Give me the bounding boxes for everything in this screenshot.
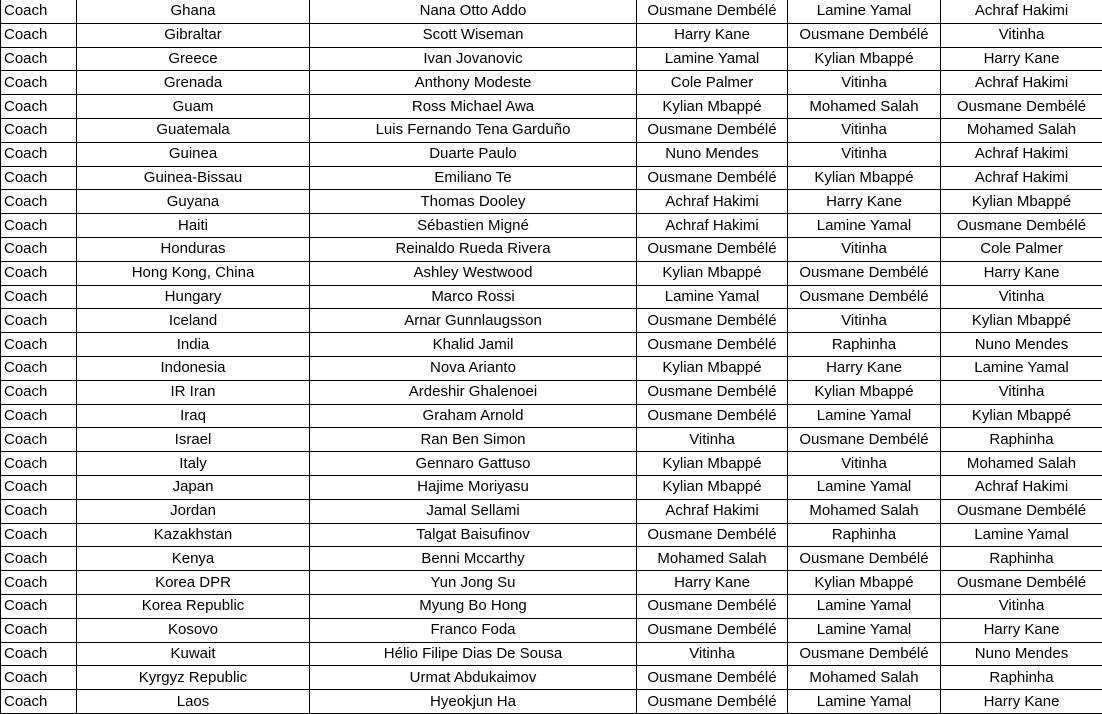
- first-choice-cell: Nuno Mendes: [637, 142, 788, 166]
- third-choice-cell: Raphinha: [941, 428, 1102, 452]
- table-row: [1, 571, 1102, 595]
- third-choice-cell: Ousmane Dembélé: [941, 214, 1102, 238]
- country-cell: Indonesia: [77, 356, 310, 380]
- table-row: [1, 642, 1102, 666]
- coach-name-cell: Urmat Abdukaimov: [310, 666, 637, 690]
- third-choice-cell: Achraf Hakimi: [941, 142, 1102, 166]
- third-choice-cell: Ousmane Dembélé: [941, 499, 1102, 523]
- second-choice-cell: Harry Kane: [788, 190, 941, 214]
- country-cell: Guam: [77, 95, 310, 119]
- table-row: [1, 214, 1102, 238]
- country-cell: Haiti: [77, 214, 310, 238]
- coach-name-cell: Graham Arnold: [310, 404, 637, 428]
- role-cell: Coach: [1, 23, 77, 47]
- third-choice-cell: Harry Kane: [941, 690, 1102, 714]
- table-row: [1, 523, 1102, 547]
- country-cell: Iceland: [77, 309, 310, 333]
- coach-name-cell: Benni Mccarthy: [310, 547, 637, 571]
- first-choice-cell: Kylian Mbappé: [637, 95, 788, 119]
- second-choice-cell: Kylian Mbappé: [788, 47, 941, 71]
- first-choice-cell: Ousmane Dembélé: [637, 380, 788, 404]
- role-cell: Coach: [1, 380, 77, 404]
- third-choice-cell: Achraf Hakimi: [941, 71, 1102, 95]
- country-cell: Laos: [77, 690, 310, 714]
- first-choice-cell: Kylian Mbappé: [637, 452, 788, 476]
- coach-name-cell: Hajime Moriyasu: [310, 475, 637, 499]
- role-cell: Coach: [1, 523, 77, 547]
- table-row: [1, 356, 1102, 380]
- second-choice-cell: Lamine Yamal: [788, 690, 941, 714]
- table-row: [1, 166, 1102, 190]
- third-choice-cell: Vitinha: [941, 23, 1102, 47]
- country-cell: Honduras: [77, 237, 310, 261]
- country-cell: Kyrgyz Republic: [77, 666, 310, 690]
- third-choice-cell: Vitinha: [941, 285, 1102, 309]
- coach-name-cell: Hélio Filipe Dias De Sousa: [310, 642, 637, 666]
- second-choice-cell: Lamine Yamal: [788, 594, 941, 618]
- role-cell: Coach: [1, 642, 77, 666]
- second-choice-cell: Mohamed Salah: [788, 666, 941, 690]
- third-choice-cell: Harry Kane: [941, 261, 1102, 285]
- role-cell: Coach: [1, 428, 77, 452]
- country-cell: Guatemala: [77, 118, 310, 142]
- table-row: [1, 547, 1102, 571]
- country-cell: IR Iran: [77, 380, 310, 404]
- coach-name-cell: Franco Foda: [310, 618, 637, 642]
- table-row: [1, 333, 1102, 357]
- second-choice-cell: Vitinha: [788, 237, 941, 261]
- role-cell: Coach: [1, 475, 77, 499]
- third-choice-cell: Harry Kane: [941, 47, 1102, 71]
- second-choice-cell: Ousmane Dembélé: [788, 23, 941, 47]
- coach-name-cell: Emiliano Te: [310, 166, 637, 190]
- coach-name-cell: Scott Wiseman: [310, 23, 637, 47]
- role-cell: Coach: [1, 547, 77, 571]
- role-cell: Coach: [1, 356, 77, 380]
- third-choice-cell: Raphinha: [941, 666, 1102, 690]
- first-choice-cell: Ousmane Dembélé: [637, 618, 788, 642]
- table-row: [1, 71, 1102, 95]
- second-choice-cell: Kylian Mbappé: [788, 380, 941, 404]
- table-row: [1, 690, 1102, 714]
- third-choice-cell: Kylian Mbappé: [941, 190, 1102, 214]
- table-row: [1, 404, 1102, 428]
- coach-name-cell: Nova Arianto: [310, 356, 637, 380]
- coach-name-cell: Hyeokjun Ha: [310, 690, 637, 714]
- role-cell: Coach: [1, 666, 77, 690]
- coach-name-cell: Arnar Gunnlaugsson: [310, 309, 637, 333]
- role-cell: Coach: [1, 166, 77, 190]
- third-choice-cell: Cole Palmer: [941, 237, 1102, 261]
- first-choice-cell: Mohamed Salah: [637, 547, 788, 571]
- first-choice-cell: Ousmane Dembélé: [637, 523, 788, 547]
- first-choice-cell: Achraf Hakimi: [637, 190, 788, 214]
- country-cell: Italy: [77, 452, 310, 476]
- first-choice-cell: Ousmane Dembélé: [637, 237, 788, 261]
- third-choice-cell: Achraf Hakimi: [941, 166, 1102, 190]
- coach-name-cell: Sébastien Migné: [310, 214, 637, 238]
- table-row: [1, 23, 1102, 47]
- table-row: [1, 380, 1102, 404]
- country-cell: Kazakhstan: [77, 523, 310, 547]
- second-choice-cell: Vitinha: [788, 118, 941, 142]
- second-choice-cell: Kylian Mbappé: [788, 571, 941, 595]
- role-cell: Coach: [1, 618, 77, 642]
- coach-name-cell: Yun Jong Su: [310, 571, 637, 595]
- country-cell: Iraq: [77, 404, 310, 428]
- coach-name-cell: Talgat Baisufinov: [310, 523, 637, 547]
- first-choice-cell: Kylian Mbappé: [637, 356, 788, 380]
- second-choice-cell: Kylian Mbappé: [788, 166, 941, 190]
- second-choice-cell: Harry Kane: [788, 356, 941, 380]
- second-choice-cell: Mohamed Salah: [788, 95, 941, 119]
- third-choice-cell: Vitinha: [941, 594, 1102, 618]
- country-cell: Ghana: [77, 0, 310, 23]
- first-choice-cell: Ousmane Dembélé: [637, 166, 788, 190]
- table-row: [1, 666, 1102, 690]
- third-choice-cell: Kylian Mbappé: [941, 404, 1102, 428]
- first-choice-cell: Ousmane Dembélé: [637, 690, 788, 714]
- coach-name-cell: Duarte Paulo: [310, 142, 637, 166]
- second-choice-cell: Ousmane Dembélé: [788, 285, 941, 309]
- coach-name-cell: Thomas Dooley: [310, 190, 637, 214]
- second-choice-cell: Ousmane Dembélé: [788, 547, 941, 571]
- country-cell: Israel: [77, 428, 310, 452]
- second-choice-cell: Lamine Yamal: [788, 404, 941, 428]
- country-cell: Greece: [77, 47, 310, 71]
- second-choice-cell: Lamine Yamal: [788, 618, 941, 642]
- third-choice-cell: Ousmane Dembélé: [941, 95, 1102, 119]
- third-choice-cell: Ousmane Dembélé: [941, 571, 1102, 595]
- country-cell: Gibraltar: [77, 23, 310, 47]
- country-cell: Kenya: [77, 547, 310, 571]
- first-choice-cell: Ousmane Dembélé: [637, 0, 788, 23]
- country-cell: Kosovo: [77, 618, 310, 642]
- table-row: [1, 475, 1102, 499]
- coach-name-cell: Anthony Modeste: [310, 71, 637, 95]
- third-choice-cell: Harry Kane: [941, 618, 1102, 642]
- coach-name-cell: Ross Michael Awa: [310, 95, 637, 119]
- third-choice-cell: Kylian Mbappé: [941, 309, 1102, 333]
- first-choice-cell: Achraf Hakimi: [637, 214, 788, 238]
- role-cell: Coach: [1, 452, 77, 476]
- table-row: [1, 618, 1102, 642]
- second-choice-cell: Raphinha: [788, 333, 941, 357]
- second-choice-cell: Lamine Yamal: [788, 475, 941, 499]
- third-choice-cell: Raphinha: [941, 547, 1102, 571]
- third-choice-cell: Lamine Yamal: [941, 356, 1102, 380]
- third-choice-cell: Mohamed Salah: [941, 452, 1102, 476]
- table-row: [1, 261, 1102, 285]
- coach-name-cell: Nana Otto Addo: [310, 0, 637, 23]
- coach-name-cell: Ran Ben Simon: [310, 428, 637, 452]
- first-choice-cell: Cole Palmer: [637, 71, 788, 95]
- country-cell: Japan: [77, 475, 310, 499]
- second-choice-cell: Vitinha: [788, 309, 941, 333]
- table-body: [1, 0, 1102, 713]
- coach-name-cell: Ardeshir Ghalenoei: [310, 380, 637, 404]
- first-choice-cell: Vitinha: [637, 642, 788, 666]
- role-cell: Coach: [1, 690, 77, 714]
- role-cell: Coach: [1, 214, 77, 238]
- country-cell: Hong Kong, China: [77, 261, 310, 285]
- first-choice-cell: Ousmane Dembélé: [637, 404, 788, 428]
- first-choice-cell: Ousmane Dembélé: [637, 594, 788, 618]
- table-row: [1, 95, 1102, 119]
- first-choice-cell: Kylian Mbappé: [637, 475, 788, 499]
- second-choice-cell: Ousmane Dembélé: [788, 261, 941, 285]
- role-cell: Coach: [1, 118, 77, 142]
- third-choice-cell: Mohamed Salah: [941, 118, 1102, 142]
- table-row: [1, 118, 1102, 142]
- first-choice-cell: Ousmane Dembélé: [637, 309, 788, 333]
- role-cell: Coach: [1, 142, 77, 166]
- table-row: [1, 47, 1102, 71]
- role-cell: Coach: [1, 333, 77, 357]
- table-row: [1, 237, 1102, 261]
- coach-name-cell: Marco Rossi: [310, 285, 637, 309]
- first-choice-cell: Achraf Hakimi: [637, 499, 788, 523]
- table-row: [1, 285, 1102, 309]
- role-cell: Coach: [1, 190, 77, 214]
- first-choice-cell: Lamine Yamal: [637, 285, 788, 309]
- second-choice-cell: Ousmane Dembélé: [788, 428, 941, 452]
- role-cell: Coach: [1, 499, 77, 523]
- second-choice-cell: Vitinha: [788, 71, 941, 95]
- role-cell: Coach: [1, 95, 77, 119]
- second-choice-cell: Lamine Yamal: [788, 214, 941, 238]
- second-choice-cell: Lamine Yamal: [788, 0, 941, 23]
- second-choice-cell: Mohamed Salah: [788, 499, 941, 523]
- table-row: [1, 0, 1102, 23]
- coach-name-cell: Myung Bo Hong: [310, 594, 637, 618]
- third-choice-cell: Lamine Yamal: [941, 523, 1102, 547]
- table-row: [1, 499, 1102, 523]
- first-choice-cell: Lamine Yamal: [637, 47, 788, 71]
- coach-name-cell: Khalid Jamil: [310, 333, 637, 357]
- role-cell: Coach: [1, 594, 77, 618]
- role-cell: Coach: [1, 237, 77, 261]
- coach-name-cell: Jamal Sellami: [310, 499, 637, 523]
- coach-name-cell: Luis Fernando Tena Garduño: [310, 118, 637, 142]
- role-cell: Coach: [1, 404, 77, 428]
- second-choice-cell: Vitinha: [788, 142, 941, 166]
- country-cell: Korea DPR: [77, 571, 310, 595]
- table-row: [1, 309, 1102, 333]
- third-choice-cell: Nuno Mendes: [941, 333, 1102, 357]
- first-choice-cell: Kylian Mbappé: [637, 261, 788, 285]
- role-cell: Coach: [1, 285, 77, 309]
- role-cell: Coach: [1, 571, 77, 595]
- third-choice-cell: Achraf Hakimi: [941, 475, 1102, 499]
- coach-name-cell: Gennaro Gattuso: [310, 452, 637, 476]
- coach-name-cell: Ivan Jovanovic: [310, 47, 637, 71]
- table-row: [1, 190, 1102, 214]
- first-choice-cell: Harry Kane: [637, 23, 788, 47]
- first-choice-cell: Ousmane Dembélé: [637, 666, 788, 690]
- second-choice-cell: Ousmane Dembélé: [788, 642, 941, 666]
- country-cell: Guinea-Bissau: [77, 166, 310, 190]
- table-row: [1, 594, 1102, 618]
- country-cell: Jordan: [77, 499, 310, 523]
- coach-name-cell: Ashley Westwood: [310, 261, 637, 285]
- second-choice-cell: Raphinha: [788, 523, 941, 547]
- role-cell: Coach: [1, 309, 77, 333]
- role-cell: Coach: [1, 47, 77, 71]
- country-cell: Korea Republic: [77, 594, 310, 618]
- country-cell: Kuwait: [77, 642, 310, 666]
- role-cell: Coach: [1, 261, 77, 285]
- third-choice-cell: Nuno Mendes: [941, 642, 1102, 666]
- third-choice-cell: Achraf Hakimi: [941, 0, 1102, 23]
- first-choice-cell: Vitinha: [637, 428, 788, 452]
- first-choice-cell: Ousmane Dembélé: [637, 333, 788, 357]
- first-choice-cell: Ousmane Dembélé: [637, 118, 788, 142]
- role-cell: Coach: [1, 0, 77, 23]
- country-cell: Guinea: [77, 142, 310, 166]
- table-row: [1, 452, 1102, 476]
- country-cell: Hungary: [77, 285, 310, 309]
- coach-name-cell: Reinaldo Rueda Rivera: [310, 237, 637, 261]
- country-cell: India: [77, 333, 310, 357]
- first-choice-cell: Harry Kane: [637, 571, 788, 595]
- country-cell: Grenada: [77, 71, 310, 95]
- table-row: [1, 428, 1102, 452]
- country-cell: Guyana: [77, 190, 310, 214]
- role-cell: Coach: [1, 71, 77, 95]
- third-choice-cell: Vitinha: [941, 380, 1102, 404]
- second-choice-cell: Vitinha: [788, 452, 941, 476]
- table-row: [1, 142, 1102, 166]
